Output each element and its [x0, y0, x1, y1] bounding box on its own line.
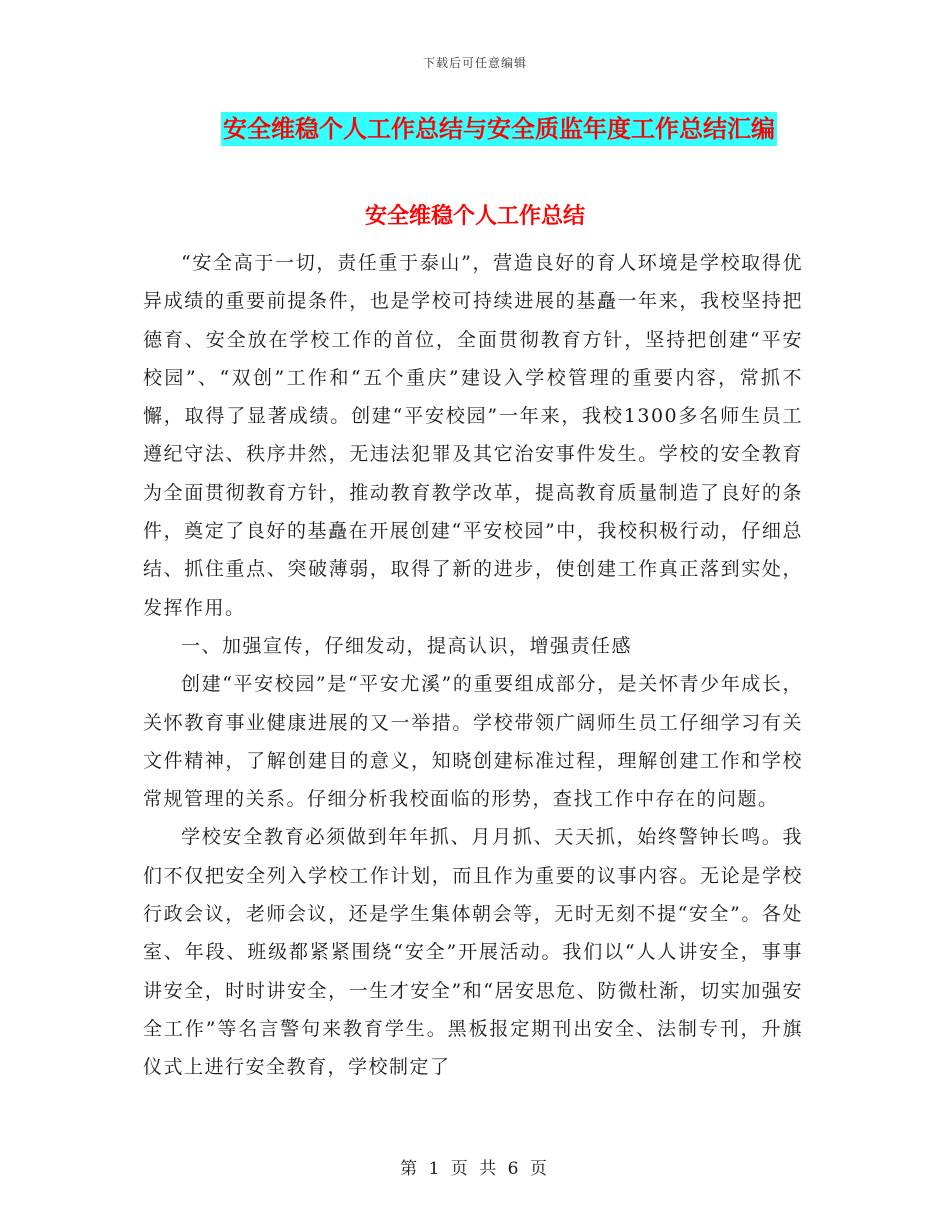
page-header-note: 下载后可任意编辑: [422, 56, 527, 70]
paragraph-publicity: 创建“平安校园”是“平安尤溪”的重要组成部分，是关怀青少年成长，关怀教育事业健康进展的又一举措。学校带领广阔师生员工仔细学习有关文件精神，了解创建目的意义，知晓创建标准过程，理解创建工作和学校常规管理的关系。仔细分析我校面临的形势，查找工作中存在的问题。: [143, 673, 803, 811]
page-footer: 第 1 页 共 6 页: [400, 1159, 550, 1179]
document-main-title: 安全维稳个人工作总结与安全质监年度工作总结汇编: [221, 112, 777, 146]
document-body: [143, 244, 803, 1087]
main-title-container: [0, 112, 950, 146]
paragraph-heading-one: 一、加强宣传，仔细发动，提高认识，增强责任感: [181, 634, 633, 657]
section-title: 安全维稳个人工作总结: [364, 203, 585, 229]
paragraph-safety-education: 学校安全教育必须做到年年抓、月月抓、天天抓，始终警钟长鸣。我们不仅把安全列入学校工作计划，而且作为重要的议事内容。无论是学校行政会议，老师会议，还是学生集体朝会等，无时无刻不提“安全”。各处室、年段、班级都紧紧围绕“安全”开展活动。我们以“人人讲安全，事事讲安全，时时讲安全，一生才安全”和“居安思危、防微杜渐，切实加强安全工作”等名言警句来教育学生。黑板报定期刊出安全、法制专刊，升旗仪式上进行安全教育，学校制定了: [143, 826, 803, 1079]
paragraph-intro: “安全高于一切，责任重于泰山”，营造良好的育人环境是学校取得优异成绩的重要前提条件，也是学校可持续进展的基矗一年来，我校坚持把德育、安全放在学校工作的首位，全面贯彻教育方针，坚持把创建“平安校园”、“双创”工作和“五个重庆”建设入学校管理的重要内容，常抓不懈，取得了显著成绩。创建“平安校园”一年来，我校1300多名师生员工遵纪守法、秩序井然，无违法犯罪及其它治安事件发生。学校的安全教育为全面贯彻教育方针，推动教育教学改革，提高教育质量制造了良好的条件，奠定了良好的基矗在开展创建“平安校园”中，我校积极行动，仔细总结、抓住重点、突破薄弱，取得了新的进步，使创建工作真正落到实处，发挥作用。: [143, 252, 803, 619]
